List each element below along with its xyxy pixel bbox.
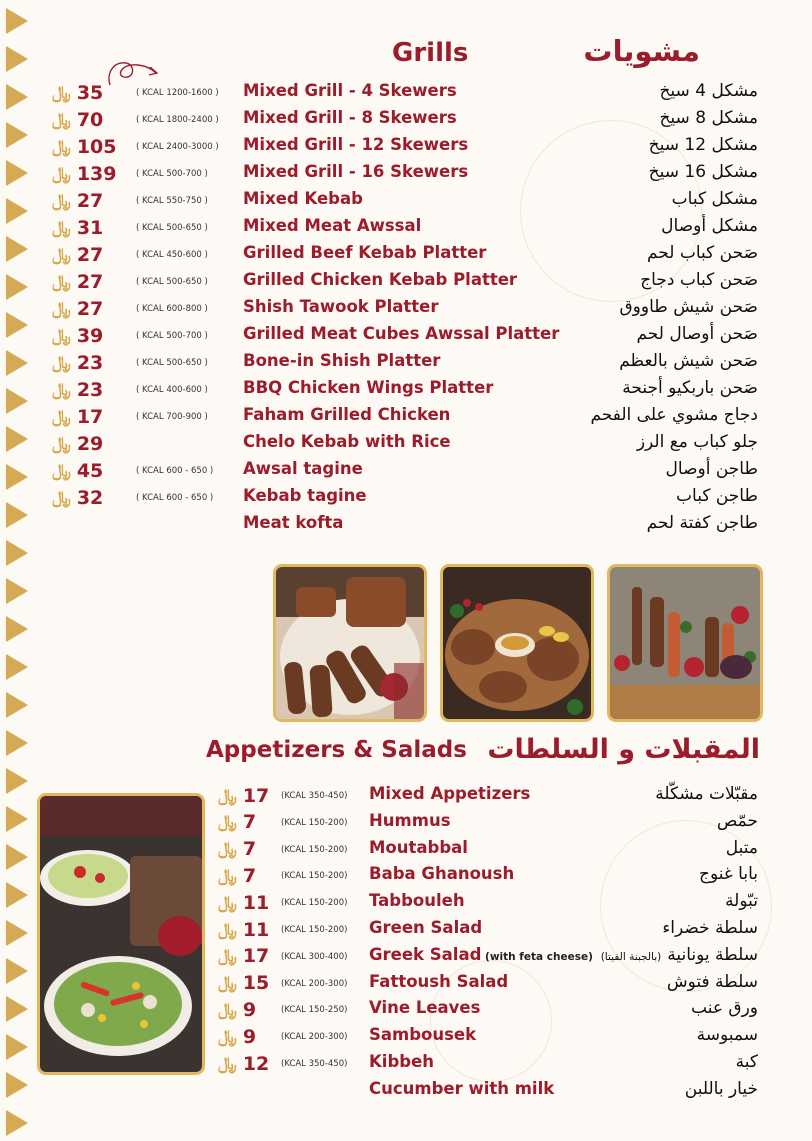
item-note-ar: (بالجبنة الفيتا): [600, 950, 662, 963]
item-price: [52, 106, 103, 133]
item-name-ar: [699, 864, 758, 884]
price-value: 7: [242, 811, 257, 834]
item-name-en: [369, 918, 482, 937]
item-price: [52, 376, 103, 403]
price-value: 29: [76, 432, 104, 455]
price-value: 31: [76, 216, 104, 239]
item-price: [52, 241, 103, 268]
item-name-ar: [717, 811, 758, 831]
item-name-ar: صَحن باربكيو أجنحة: [622, 378, 758, 398]
item-kcal: ( KCAL 500-650 ): [136, 358, 208, 368]
arrow-doodle-icon: [104, 55, 164, 91]
border-triangle: [6, 692, 28, 718]
item-kcal: ( KCAL 500-650 ): [136, 277, 208, 287]
item-name-ar: [662, 918, 758, 938]
item-name-ar: [736, 1052, 758, 1072]
item-price: [52, 79, 103, 106]
item-name-ar: [726, 838, 758, 858]
item-kcal: ( KCAL 500-700 ): [136, 331, 208, 341]
item-name-en-text: Baba Ghanoush: [369, 864, 515, 884]
item-kcal: ( KCAL 400-600 ): [136, 385, 208, 395]
price-value: 7: [242, 838, 257, 861]
riyal-icon: ﷼: [52, 352, 71, 373]
item-name-ar: طاجن أوصال: [665, 459, 758, 479]
item-name-en: [369, 998, 480, 1017]
item-kcal: (KCAL 150-250): [281, 1005, 348, 1016]
item-name-en: Mixed Kebab: [243, 189, 363, 208]
item-kcal: ( KCAL 700-900 ): [136, 412, 208, 422]
item-name-ar: مشكل 12 سيخ: [648, 135, 758, 155]
border-triangle: [6, 882, 28, 908]
border-triangle: [6, 616, 28, 642]
price-value: 23: [76, 351, 104, 374]
border-triangle: [6, 8, 28, 34]
price-value: 27: [76, 270, 104, 293]
price-value: 7: [242, 864, 257, 887]
mixed-grill-spread-photo: [440, 564, 594, 722]
item-name-ar-text: ورق عنب: [691, 998, 758, 1019]
border-triangle: [6, 464, 28, 490]
item-name-ar-text: حمّص: [716, 810, 758, 831]
riyal-icon: ﷼: [218, 865, 237, 886]
item-price: [218, 996, 256, 1023]
price-value: 15: [242, 972, 270, 995]
item-name-en: Chelo Kebab with Rice: [243, 432, 451, 451]
riyal-icon: ﷼: [52, 379, 71, 400]
riyal-icon: ﷼: [52, 325, 71, 346]
price-value: 45: [76, 459, 104, 482]
item-price: [218, 862, 256, 889]
border-triangle: [6, 160, 28, 186]
item-name-en: [369, 1025, 476, 1044]
border-triangle: [6, 502, 28, 528]
border-triangle: [6, 768, 28, 794]
grill-board-photo: [607, 564, 763, 722]
item-price: [52, 457, 103, 484]
riyal-icon: ﷼: [218, 973, 237, 994]
item-kcal: ( KCAL 1200-1600 ): [136, 88, 219, 98]
riyal-icon: ﷼: [52, 190, 71, 211]
item-name-ar: [601, 945, 758, 965]
item-name-en: Awsal tagine: [243, 459, 363, 478]
item-name-en: Mixed Grill - 16 Skewers: [243, 162, 469, 181]
border-triangle: [6, 806, 28, 832]
item-name-ar-text: مقبّلات مشكّلة: [655, 784, 758, 804]
grills-title-en: Grills: [392, 38, 469, 68]
appetizers-title-en: Appetizers & Salads: [206, 737, 467, 763]
item-name-en-text: Mixed Appetizers: [369, 784, 531, 803]
item-name-en-text: Greek Salad: [369, 944, 482, 964]
item-kcal: (KCAL 200-300): [281, 978, 348, 989]
item-name-ar: مشكل أوصال: [661, 216, 758, 236]
border-triangle: [6, 578, 28, 604]
item-name-en: BBQ Chicken Wings Platter: [243, 378, 494, 397]
item-name-ar: صَحن كباب لحم: [646, 243, 758, 263]
item-name-en-text: Hummus: [369, 810, 451, 830]
item-name-ar: صَحن شيش طاووق: [619, 297, 758, 317]
item-kcal: (KCAL 150-200): [281, 925, 348, 935]
price-value: 32: [76, 486, 104, 509]
item-name-ar-text: تبّولة: [725, 891, 758, 912]
riyal-icon: ﷼: [218, 1026, 237, 1047]
price-value: 39: [76, 324, 104, 347]
price-value: 12: [242, 1052, 270, 1075]
item-name-ar: دجاج مشوي على الفحم: [590, 405, 758, 425]
item-name-en-text: Moutabbal: [369, 837, 468, 857]
item-name-en: [369, 1052, 434, 1071]
border-triangle: [6, 654, 28, 680]
item-kcal: (KCAL 350-450): [281, 791, 348, 801]
item-name-ar: مشكل 16 سيخ: [648, 162, 758, 182]
item-price: [218, 1050, 269, 1077]
price-value: 27: [76, 243, 104, 266]
border-triangle: [6, 996, 28, 1022]
item-kcal: (KCAL 150-200): [281, 871, 348, 882]
item-name-en: Grilled Chicken Kebab Platter: [243, 270, 518, 289]
item-kcal: ( KCAL 600-800 ): [136, 304, 208, 314]
salad-photo: [37, 793, 205, 1075]
item-name-en: Grilled Meat Cubes Awssal Platter: [243, 324, 560, 343]
item-price: [52, 133, 117, 160]
riyal-icon: ﷼: [52, 406, 71, 427]
item-kcal: (KCAL 150-200): [281, 844, 348, 855]
item-price: [52, 430, 103, 457]
item-name-en: Mixed Grill - 4 Skewers: [243, 81, 457, 100]
item-price: [218, 1023, 256, 1050]
item-name-ar: [691, 998, 758, 1018]
item-name-en: [369, 838, 468, 857]
item-kcal: ( KCAL 450-600 ): [136, 250, 208, 260]
riyal-icon: ﷼: [218, 785, 237, 806]
item-name-en: [369, 972, 508, 991]
border-triangle: [6, 84, 28, 110]
border-triangle: [6, 920, 28, 946]
item-name-en: Meat kofta: [243, 513, 344, 532]
item-kcal: ( KCAL 500-700 ): [136, 169, 208, 179]
item-name-en: [369, 945, 593, 964]
appetizers-title-ar: المقبلات و السلطات: [487, 734, 760, 765]
riyal-icon: ﷼: [218, 812, 237, 833]
riyal-icon: ﷼: [52, 82, 71, 103]
item-note-en: (with feta cheese): [481, 950, 593, 963]
border-triangle: [6, 274, 28, 300]
item-kcal: (KCAL 350-450): [281, 1059, 348, 1069]
item-price: [52, 403, 103, 430]
price-value: 17: [242, 784, 270, 807]
item-name-ar: [655, 784, 758, 804]
riyal-icon: ﷼: [52, 460, 71, 481]
price-value: 17: [76, 405, 104, 428]
item-price: [52, 322, 103, 349]
item-price: [52, 484, 103, 511]
price-value: 23: [76, 378, 104, 401]
riyal-icon: ﷼: [218, 999, 237, 1020]
item-name-en: [369, 864, 514, 883]
item-name-ar: صَحن أوصال لحم: [636, 324, 758, 344]
kebab-platter-photo: [273, 564, 427, 722]
price-value: 105: [76, 135, 117, 158]
price-value: 27: [76, 297, 104, 320]
item-name-en: Faham Grilled Chicken: [243, 405, 451, 424]
riyal-icon: ﷼: [218, 1053, 237, 1074]
item-price: [218, 970, 269, 997]
item-name-ar-text: سلطة فتوش: [666, 971, 758, 992]
riyal-icon: ﷼: [218, 839, 237, 860]
item-price: [52, 295, 103, 322]
border-triangle: [6, 540, 28, 566]
item-name-ar-text: سلطة يونانية: [667, 944, 758, 965]
riyal-icon: ﷼: [218, 892, 237, 913]
item-kcal: (KCAL 300-400): [281, 951, 348, 962]
item-name-en: Grilled Beef Kebab Platter: [243, 243, 487, 262]
item-price: [52, 268, 103, 295]
item-name-en: [369, 811, 451, 830]
item-kcal: ( KCAL 600 - 650 ): [136, 466, 214, 476]
riyal-icon: ﷼: [52, 109, 71, 130]
item-name-ar-text: بابا غنوج: [698, 864, 758, 885]
border-triangle: [6, 122, 28, 148]
riyal-icon: ﷼: [52, 136, 71, 157]
item-name-en-text: Green Salad: [369, 918, 483, 937]
border-triangle: [6, 1072, 28, 1098]
price-value: 35: [76, 81, 104, 104]
item-name-ar-text: سلطة خضراء: [662, 918, 758, 938]
item-name-ar: مشكل كباب: [671, 189, 758, 209]
riyal-icon: ﷼: [52, 298, 71, 319]
riyal-icon: ﷼: [52, 487, 71, 508]
item-kcal: ( KCAL 550-750 ): [136, 196, 208, 206]
item-name-ar-text: سمبوسة: [696, 1025, 758, 1046]
item-name-en: [369, 1079, 554, 1098]
item-kcal: ( KCAL 600 - 650 ): [136, 493, 214, 503]
item-name-ar: صَحن شيش بالعظم: [619, 351, 758, 371]
item-name-ar-text: متبل: [725, 837, 758, 858]
item-price: [52, 214, 103, 241]
item-name-ar: [667, 972, 758, 992]
item-price: [218, 943, 269, 970]
price-value: 11: [242, 891, 270, 914]
border-triangle: [6, 198, 28, 224]
border-triangle: [6, 1110, 28, 1136]
item-kcal: (KCAL 150-200): [281, 898, 348, 909]
item-name-en: Mixed Meat Awssal: [243, 216, 422, 235]
item-name-ar: جلو كباب مع الرز: [636, 432, 758, 452]
item-name-ar: [697, 1025, 758, 1045]
item-name-en: Bone-in Shish Platter: [243, 351, 441, 370]
item-name-ar: مشكل 4 سيخ: [659, 81, 758, 101]
item-name-en: Kebab tagine: [243, 486, 367, 505]
riyal-icon: ﷼: [52, 271, 71, 292]
item-name-ar: طاجن كفتة لحم: [646, 513, 758, 533]
item-name-en-text: Kibbeh: [369, 1052, 435, 1071]
border-triangle: [6, 730, 28, 756]
item-price: [52, 349, 103, 376]
item-price: [52, 160, 117, 187]
price-value: 139: [76, 162, 117, 185]
item-price: [218, 889, 269, 916]
item-price: [218, 836, 256, 863]
item-name-en-text: Sambousek: [369, 1025, 477, 1045]
price-value: 9: [242, 1025, 257, 1048]
border-triangle: [6, 312, 28, 338]
item-name-ar-text: كبة: [735, 1052, 758, 1072]
item-kcal: (KCAL 200-300): [281, 1032, 348, 1043]
item-kcal: ( KCAL 2400-3000 ): [136, 142, 219, 152]
item-name-ar: طاجن كباب: [676, 486, 758, 506]
border-triangle: [6, 426, 28, 452]
item-price: [218, 916, 269, 943]
border-triangle: [6, 1034, 28, 1060]
item-name-ar: مشكل 8 سيخ: [659, 108, 758, 128]
item-price: [52, 187, 103, 214]
border-triangle: [6, 844, 28, 870]
item-name-en: Mixed Grill - 8 Skewers: [243, 108, 457, 127]
item-name-en-text: Fattoush Salad: [369, 971, 509, 991]
item-name-ar-text: خيار باللبن: [684, 1078, 758, 1099]
decorative-border: [0, 0, 32, 1141]
item-name-en: [369, 891, 465, 910]
item-name-en: Shish Tawook Platter: [243, 297, 439, 316]
price-value: 17: [242, 945, 270, 968]
item-name-ar: [685, 1079, 758, 1099]
item-name-ar: [725, 891, 758, 911]
item-kcal: ( KCAL 1800-2400 ): [136, 115, 219, 125]
item-price: [218, 782, 269, 809]
border-triangle: [6, 388, 28, 414]
item-name-ar: صَحن كباب دجاج: [640, 270, 758, 290]
riyal-icon: ﷼: [52, 217, 71, 238]
price-value: 70: [76, 108, 104, 131]
price-value: 9: [242, 998, 257, 1021]
item-kcal: (KCAL 150-200): [281, 817, 348, 828]
item-name-en-text: Cucumber with milk: [369, 1078, 555, 1098]
riyal-icon: ﷼: [218, 946, 237, 967]
item-name-en: [369, 784, 530, 803]
riyal-icon: ﷼: [52, 244, 71, 265]
border-triangle: [6, 350, 28, 376]
item-name-en-text: Tabbouleh: [369, 891, 465, 911]
riyal-icon: ﷼: [52, 163, 71, 184]
border-triangle: [6, 46, 28, 72]
item-kcal: ( KCAL 500-650 ): [136, 223, 208, 233]
border-triangle: [6, 236, 28, 262]
price-value: 11: [242, 918, 270, 941]
riyal-icon: ﷼: [218, 919, 237, 940]
border-triangle: [6, 958, 28, 984]
grills-title-ar: مشويات: [583, 34, 700, 68]
item-name-en: Mixed Grill - 12 Skewers: [243, 135, 469, 154]
item-name-en-text: Vine Leaves: [369, 998, 481, 1018]
item-price: [218, 809, 256, 836]
price-value: 27: [76, 189, 104, 212]
riyal-icon: ﷼: [52, 433, 71, 454]
